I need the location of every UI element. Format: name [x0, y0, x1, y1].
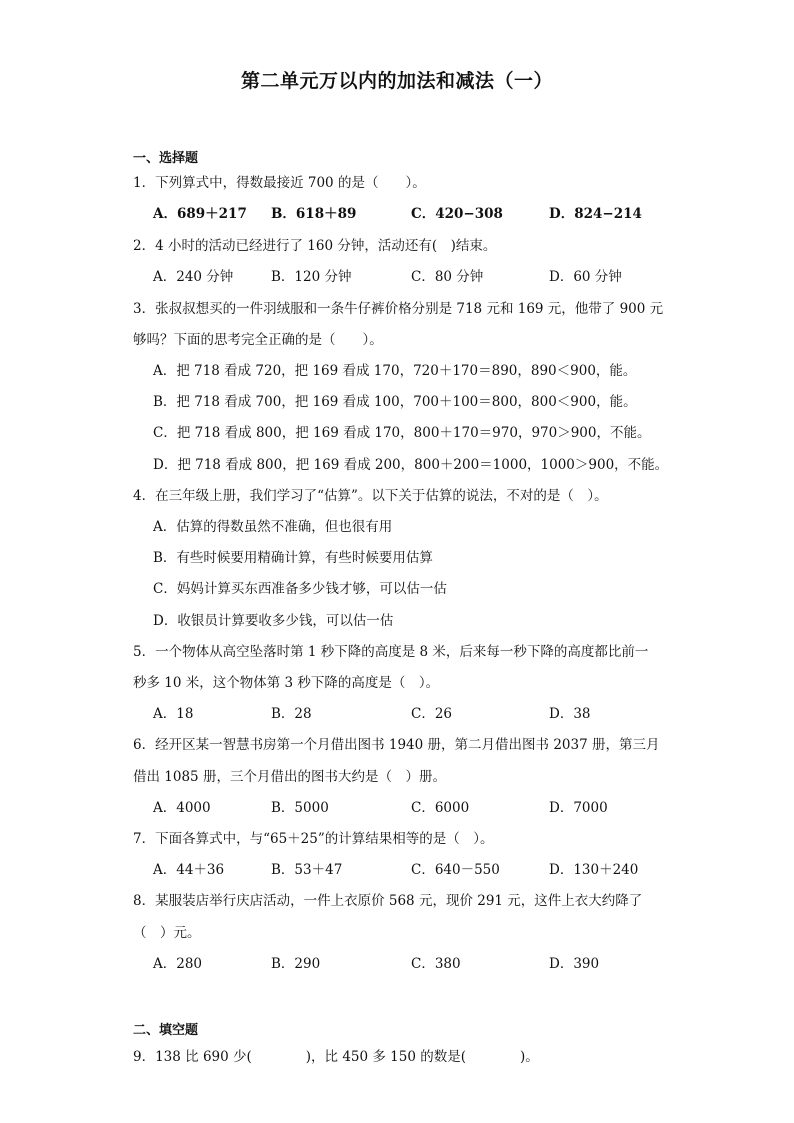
option-a: A．44＋36 — [153, 862, 225, 878]
question-3-option-d: D．把 718 看成 800，把 169 看成 200，800＋200＝1000，1000＞900，不能。 — [153, 457, 669, 473]
option-c: C．640－550 — [411, 862, 500, 878]
question-4-stem: 4．在三年级上册，我们学习了“估算”。以下关于估算的说法，不对的是（ ）。 — [133, 488, 608, 504]
option-c: C．80 分钟 — [411, 269, 484, 285]
question-4-option-c: C．妈妈计算买东西准备多少钱才够，可以估一估 — [153, 581, 447, 597]
question-2-options — [153, 265, 653, 285]
question-3-option-a: A．把 718 看成 720，把 169 看成 170，720＋170＝890，890＜900，能。 — [153, 363, 637, 379]
option-c: C．420−308 — [411, 206, 503, 222]
option-b: B．618＋89 — [271, 206, 357, 222]
option-b: B．5000 — [271, 800, 329, 816]
question-5-options — [153, 702, 653, 722]
option-d: D．390 — [549, 956, 600, 972]
option-b: B．28 — [271, 706, 312, 722]
question-5-stem-line-1: 5．一个物体从高空坠落时第 1 秒下降的高度是 8 米，后来每一秒下降的高度都比前一 — [133, 644, 649, 660]
question-8-stem-line-2: （ ）元。 — [133, 925, 201, 941]
option-a: A．4000 — [153, 800, 211, 816]
option-b: B．120 分钟 — [271, 269, 352, 285]
option-d: D．7000 — [549, 800, 608, 816]
option-a: A．240 分钟 — [153, 269, 234, 285]
option-a: A．280 — [153, 956, 203, 972]
option-d: D．60 分钟 — [549, 269, 622, 285]
question-6-stem-line-1: 6．经开区某一智慧书房第一个月借出图书 1940 册，第二月借出图书 2037 册，第三月 — [133, 737, 660, 753]
option-a: A．18 — [153, 706, 194, 722]
question-3-option-b: B．把 718 看成 700，把 169 看成 100，700＋100＝800，800＜900，能。 — [153, 394, 637, 410]
option-c: C．26 — [411, 706, 453, 722]
question-1-options — [153, 202, 653, 222]
option-c: C．6000 — [411, 800, 470, 816]
section-heading-choice: 一、选择题 — [133, 151, 199, 166]
question-4-option-a: A．估算的得数虽然不准确，但也很有用 — [153, 519, 393, 535]
question-3-option-c: C．把 718 看成 800，把 169 看成 170，800＋170＝970，970＞900，不能。 — [153, 425, 651, 441]
option-b: B．53＋47 — [271, 862, 343, 878]
question-1-stem: 1．下列算式中，得数最接近 700 的是（ ）。 — [133, 175, 426, 191]
question-3-stem-line-2: 够吗？下面的思考完全正确的是（ ）。 — [133, 332, 383, 348]
option-b: B．290 — [271, 956, 321, 972]
question-9-stem: 9．138 比 690 少( )，比 450 多 150 的数是( )。 — [133, 1049, 539, 1065]
question-5-stem-line-2: 秒多 10 米，这个物体第 3 秒下降的高度是（ ）。 — [133, 675, 440, 691]
option-d: D．824−214 — [549, 206, 642, 222]
question-4-option-b: B．有些时候要用精确计算，有些时候要用估算 — [153, 550, 433, 566]
question-6-stem-line-2: 借出 1085 册，三个月借出的图书大约是（ ）册。 — [133, 769, 446, 785]
question-3-stem-line-1: 3．张叔叔想买的一件羽绒服和一条牛仔裤价格分别是 718 元和 169 元，他带了 900 元 — [133, 301, 664, 317]
question-6-options — [153, 796, 653, 816]
option-c: C．380 — [411, 956, 461, 972]
page-title: 第二单元万以内的加法和减法（一） — [240, 70, 553, 92]
question-2-stem: 2．4 小时的活动已经进行了 160 分钟，活动还有( )结束。 — [133, 238, 497, 254]
question-8-options — [153, 952, 653, 972]
question-7-stem: 7．下面各算式中，与“65＋25”的计算结果相等的是（ ）。 — [133, 831, 494, 847]
option-d: D．38 — [549, 706, 591, 722]
section-heading-fill-in: 二、填空题 — [133, 1023, 199, 1038]
question-4-option-d: D．收银员计算要收多少钱，可以估一估 — [153, 613, 394, 629]
option-d: D．130＋240 — [549, 862, 639, 878]
question-7-options — [153, 858, 653, 878]
option-a: A．689＋217 — [153, 206, 247, 222]
question-8-stem-line-1: 8．某服装店举行庆店活动，一件上衣原价 568 元，现价 291 元，这件上衣大约降了 — [133, 893, 643, 909]
